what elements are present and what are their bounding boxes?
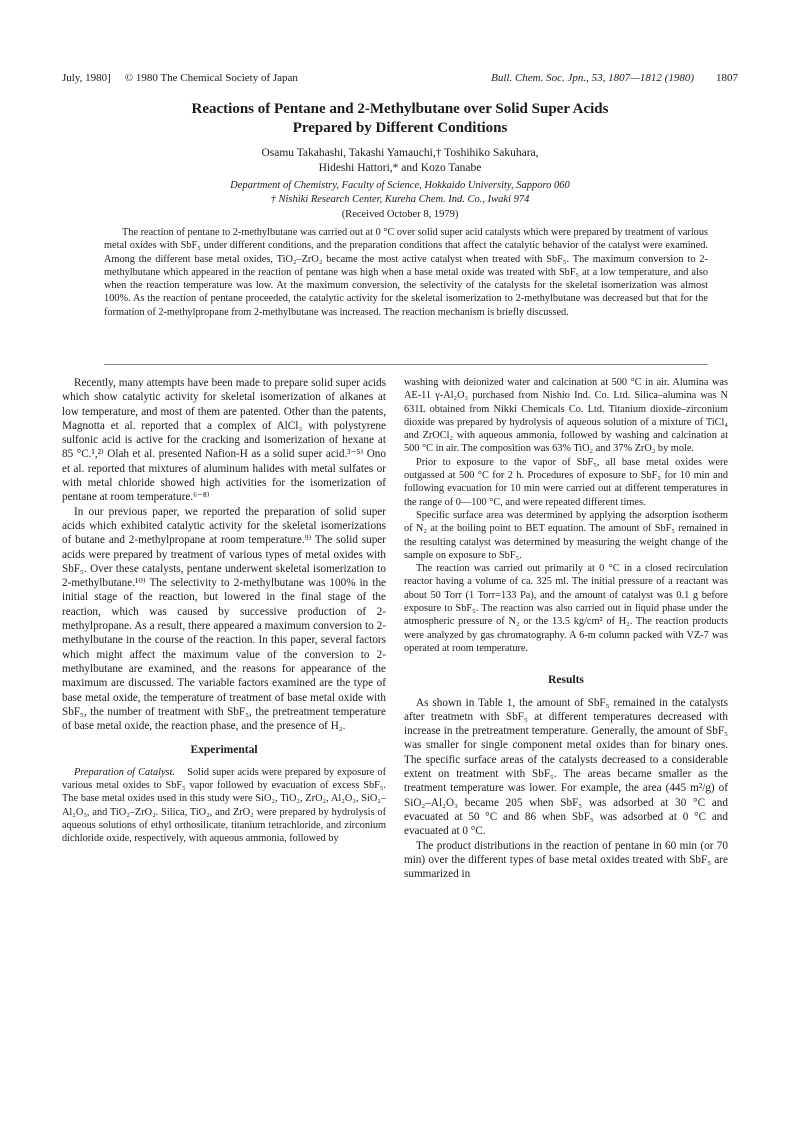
page-number: 1807	[716, 72, 738, 84]
authors-line-2: Hideshi Hattori,* and Kozo Tanabe	[318, 161, 482, 174]
experimental-paragraph-2: Prior to exposure to the vapor of SbF₅, all base metal oxides were outgassed at 500 °C for 2 h. Procedures of exposure to SbF₅ for 10 min and following evacuation for 10 min were carried out at different temperatures in the range of 0—100 °C, and were repeated different times.	[404, 456, 728, 508]
catalyst-preparation-paragraph	[62, 766, 386, 846]
affiliation-secondary: † Nishiki Research Center, Kureha Chem. Ind. Co., Iwaki 974	[270, 194, 530, 205]
experimental-paragraph-4: The reaction was carried out primarily at 0 °C in a closed recirculation reactor having a volume of ca. 325 ml. The initial pressure of a reactant was about 50 Torr (1 Torr=133 Pa), and the amount of catalyst was 0.1 g before exposure to SbF₅. The reaction was also carried out in liquid phase under the atmospheric pressure of N₂ or the 13.5 kg/cm² of H₂. The reaction products were analyzed by gas chromatography. A 6-m column packed with VZ-7 was operated at room temperature.	[404, 563, 728, 654]
abstract-divider	[104, 364, 708, 365]
experimental-heading: Experimental	[190, 744, 258, 757]
article-title	[62, 100, 738, 138]
copyright-notice: © 1980 The Chemical Society of Japan	[124, 72, 298, 84]
intro-paragraph-1: Recently, many attempts have been made to prepare solid super acids which show catalytic activity for skeletal isomerization of alkanes at low temperature, and most of them are patented. Other than the patents, Magnotta et al. reported that a complex of AlCl₃ with polystyrene sulfonic acid is active for the cracking and isomerization of hexane at 85 °C.¹,²⁾ Olah et al. presented Nafion-H as a solid super acid.³⁻⁵⁾ Ono et al. reported that mixtures of aluminum halides with metal sulfates or with metal chloride showed high activities for the isomerization of pentane at room temperature.⁶⁻⁸⁾	[62, 377, 386, 504]
title-line-2: Prepared by Different Conditions	[292, 120, 508, 136]
affiliation-primary: Department of Chemistry, Faculty of Science, Hokkaido University, Sapporo 060	[230, 180, 570, 191]
issue-date: July, 1980]	[62, 72, 111, 84]
experimental-paragraph-1: washing with deionized water and calcination at 500 °C in air. Alumina was AE-11 γ-Al₂O₃ purchased from Nishio Ind. Co. Ltd. Silica–alumina was N 631L obtained from Nikki Chemicals Co. Ltd. Titanium dioxide–zirconium dioxide was prepared by hydrolysis of aqueous solution of a mixture of TiCl₄ and ZrOCl₂ with aqueous ammonia, followed by washing and calcination at 500 °C in air. The composition was 63% TiO₂ and 37% ZrO₂ by mole.	[404, 377, 728, 455]
journal-citation: Bull. Chem. Soc. Jpn., 53, 1807—1812 (1980)	[491, 72, 694, 84]
running-head	[62, 72, 738, 84]
authors-line-1: Osamu Takahashi, Takashi Yamauchi,† Toshihiko Sakuhara,	[261, 147, 539, 159]
intro-paragraph-2: In our previous paper, we reported the preparation of solid super acids which exhibited catalytic activity for the skeletal isomerizations of butane and 2-methylpropane at room temperature.⁹⁾ The solid super acids were prepared by treatment of various types of metal oxides with SbF₅. Over these catalysts, pentane underwent skeletal isomerization to 2-methylbutane.¹⁰⁾ The selectivity to 2-methylbutane was 100% in the initial stage of the reaction, but lowered in the final stage of the reaction, which was caused by successive production of 2-methylpropane. As a result, there appeared a maximum conversion to 2-methylbutane in the course of the reaction. In this paper, several factors which might affect the maximum value of the conversion to 2-methylbutane are examined, and the reasons for appearance of the maximum are discussed. The variable factors examined are the type of base metal oxide, the temperature of treatment of base metal oxide with SbF₅, the number of treatment with SbF₅, the pretreatment temperature of base metal oxide, the reaction phase, and the presence of H₂.	[62, 505, 386, 733]
results-heading: Results	[548, 674, 584, 687]
experimental-paragraph-3: Specific surface area was determined by applying the adsorption isotherm of N₂ at the boiling point to BET equation. The amount of SbF₅ remained in the resulting catalyst was determined by measuring the weight change of the sample on exposure to SbF₅.	[404, 509, 728, 561]
author-list	[62, 146, 738, 175]
abstract: The reaction of pentane to 2-methylbutane was carried out at 0 °C over solid super acid catalysts which were prepared by treatment of various metal oxides with SbF₅ under different conditions, and the preparation conditions that affect the catalytic behavior of the catalyst were examined. Among the different base metal oxides, TiO₂–ZrO₂ became the most active catalyst when treated with SbF₅. The maximum conversion to 2-methylbutane which appeared in the reaction of pentane was high when a base metal oxide was treated with SbF₅ at a low temperature, and also when the reaction temperature was low. At the maximum conversion, the selectivity of the catalysts for the skeletal isomerization was almost 100%. As the reaction of pentane proceeded, the catalytic activity for the skeletal isomerization to 2-methylbutane was decreased but that for the formation of 2-methylpropane from 2-methylbutane was increased. The reaction mechanism is briefly discussed.	[104, 227, 708, 318]
right-column	[404, 376, 728, 881]
catalyst-preparation-text: Solid super acids were prepared by exposure of various metal oxides to SbF₅ vapor followed by evacuation of excess SbF₅. The base metal oxides used in this study were SiO₂, TiO₂, ZrO₂, Al₂O₃, SiO₂–Al₂O₃, and TiO₂–ZrO₂. Silica, TiO₂, and ZrO₂ were prepared by hydrolysis of aqueous solutions of ethyl orthosilicate, titanium tetrachloride, and zirconium dichloride oxide, respectively, with aqueous ammonia, followed by	[62, 766, 386, 845]
results-paragraph-1: As shown in Table 1, the amount of SbF₅ remained in the catalysts after treatmetn with SbF₅ at different temperatures decreased with increase in the pretreatment temperature. Generally, the amount of SbF₅ was smaller for single component metal oxides than for binary ones. The specific surface areas of the catalysts decreased to a considerable extent on treatment with SbF₅. The areas became smaller as the treatment temperature was lower. For example, the area (445 m²/g) of SiO₂–Al₂O₃ became 205 when SbF₅ was adsorbed at 30 °C and evacuated at 50 °C and 86 when SbF₅ was adsorbed at 0 °C and evacuated at 0 °C.	[404, 696, 728, 838]
left-column	[62, 376, 386, 846]
catalyst-preparation-runin: Preparation of Catalyst.	[74, 766, 175, 778]
title-line-1: Reactions of Pentane and 2-Methylbutane over Solid Super Acids	[191, 101, 609, 117]
results-paragraph-2: The product distributions in the reaction of pentane in 60 min (or 70 min) over the different types of base metal oxides treated with SbF₅ are summarized in	[404, 839, 728, 881]
received-date: (Received October 8, 1979)	[341, 209, 459, 220]
